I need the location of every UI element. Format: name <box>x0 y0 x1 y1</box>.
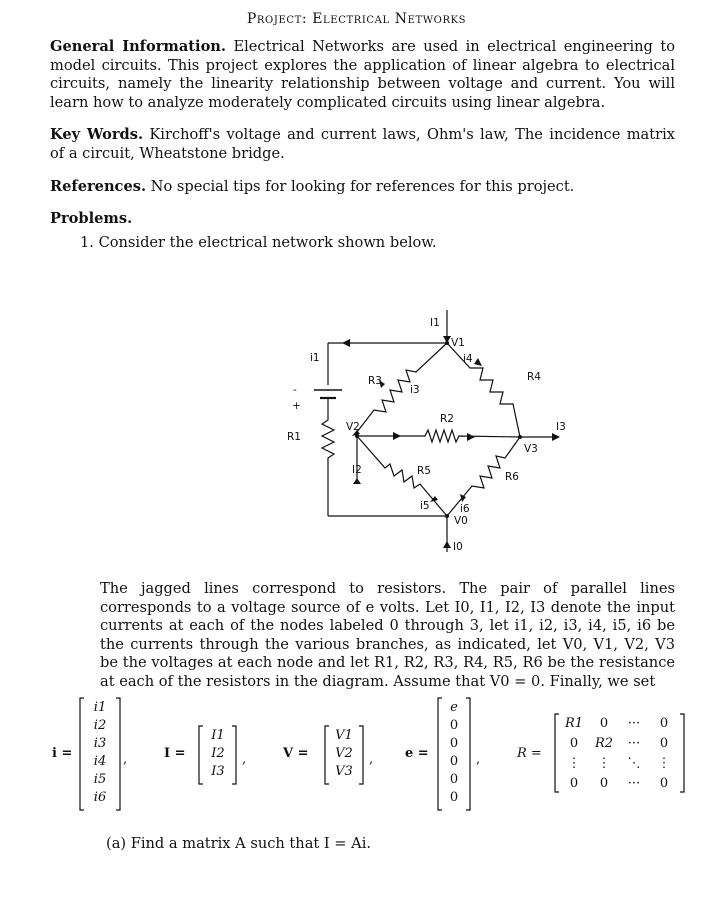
label-R3: R3 <box>368 375 382 387</box>
R-entry: ⋮ <box>597 756 611 771</box>
e-entry: 0 <box>449 790 459 805</box>
e-vector-name: e = <box>405 746 429 761</box>
label-i6: i6 <box>460 503 470 515</box>
label-plus: + <box>292 400 301 412</box>
R-entry: 0 <box>599 776 609 791</box>
label-R4: R4 <box>527 371 541 383</box>
label-V0: V0 <box>454 515 468 527</box>
R-entry: ⋮ <box>567 756 581 771</box>
label-V2: V2 <box>346 421 360 433</box>
R-entry: 0 <box>569 736 579 751</box>
project-title: Project: Electrical Networks <box>246 11 467 27</box>
R-entry: 0 <box>659 776 669 791</box>
label-R5: R5 <box>417 465 431 477</box>
R-entry: 0 <box>659 736 669 751</box>
comma: , <box>476 752 481 767</box>
i-entry: i3 <box>93 736 107 751</box>
description: The jagged lines correspond to resistors. The pair of parallel lines corresponds to a voltage source of e volts. Let I0, I1, I2, I3 denote the input currents at each of the nodes labeled 0 through 3, let i1, i2, i3, i4, i5, i6 be the currents through the various branches, as indicated, let V0, V1, V2, V3 be the voltages at each node and let R1, R2, R3, R4, R5, R6 be the resistance at each of the resistors in the diagram. Assume that V0 = 0. Finally, we set <box>100 580 675 690</box>
I-entry: I1 <box>211 728 225 743</box>
i-entry: i2 <box>93 718 107 733</box>
label-i4: i4 <box>463 353 473 365</box>
V-vector-name: V = <box>283 746 309 761</box>
question-a: (a) Find a matrix A such that I = Ai. <box>106 835 372 852</box>
R-entry: R2 <box>594 736 614 751</box>
R-entry: ⋮ <box>657 756 671 771</box>
label-minus: - <box>293 384 297 396</box>
V-entry: V1 <box>335 728 353 743</box>
I-entry: I3 <box>211 764 225 779</box>
i-vector-name: i = <box>52 746 73 761</box>
label-R6: R6 <box>505 471 519 483</box>
e-entry: e <box>450 700 458 715</box>
comma: , <box>242 752 247 767</box>
R-entry: ⋱ <box>627 756 641 771</box>
i-entry: i6 <box>93 790 107 805</box>
R-entry: 0 <box>569 776 579 791</box>
label-V1: V1 <box>451 337 465 349</box>
label-i1: i1 <box>310 352 320 364</box>
I-entry: I2 <box>211 746 225 761</box>
comma: , <box>369 752 374 767</box>
label-R1: R1 <box>287 431 301 443</box>
R-entry: ··· <box>627 716 641 731</box>
I-vector-name: I = <box>164 746 186 761</box>
problems-label: Problems. <box>50 210 133 227</box>
keywords-label: Key Words. <box>50 126 144 143</box>
general-label: General Information. <box>50 38 226 55</box>
label-I1: I1 <box>430 317 440 329</box>
comma: , <box>123 752 128 767</box>
i-entry: i5 <box>93 772 107 787</box>
label-I3: I3 <box>556 421 566 433</box>
references-label: References. <box>50 178 147 195</box>
i-entry: i4 <box>93 754 107 769</box>
references-text: No special tips for looking for references for this project. <box>146 178 575 195</box>
R-matrix-name: R = <box>517 746 542 761</box>
label-I2: I2 <box>352 464 362 476</box>
e-entry: 0 <box>449 772 459 787</box>
label-R2: R2 <box>440 413 454 425</box>
label-I0: I0 <box>453 541 463 553</box>
label-i5: i5 <box>420 500 430 512</box>
R-entry: R1 <box>564 716 584 731</box>
i-entry: i1 <box>93 700 107 715</box>
R-entry: 0 <box>659 716 669 731</box>
general-text: Electrical Networks are used in electrical engineering to model circuits. This project explores the application of linear algebra to electrical circuits, namely the linearity relationship between voltage and current. You will learn how to analyze moderately complicated circuits using linear algebra. <box>50 38 675 111</box>
keywords-text: Kirchoff's voltage and current laws, Ohm's law, The incidence matrix of a circuit, Wheatstone bridge. <box>50 126 675 162</box>
label-i3: i3 <box>410 384 420 396</box>
R-entry: ··· <box>627 776 641 791</box>
problem-1: 1. Consider the electrical network shown below. <box>80 234 437 251</box>
R-entry: ··· <box>627 736 641 751</box>
e-entry: 0 <box>449 754 459 769</box>
V-entry: V3 <box>335 764 353 779</box>
V-entry: V2 <box>335 746 353 761</box>
label-V3: V3 <box>524 443 538 455</box>
R-entry: 0 <box>599 716 609 731</box>
e-entry: 0 <box>449 736 459 751</box>
e-entry: 0 <box>449 718 459 733</box>
